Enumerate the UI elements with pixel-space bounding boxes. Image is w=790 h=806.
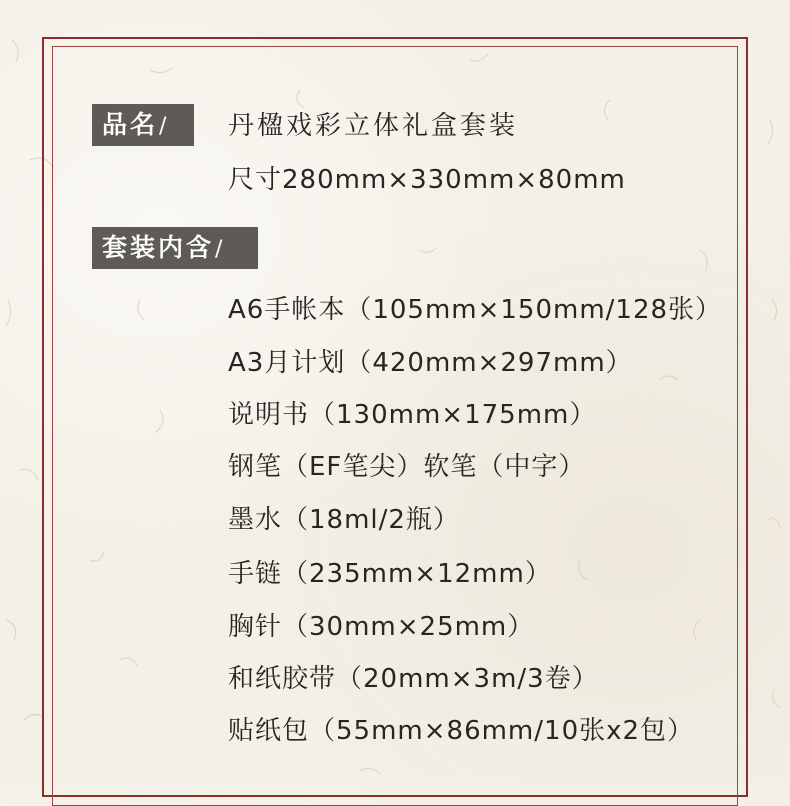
- contents-item: 胸针（30mm×25mm）: [228, 612, 535, 642]
- product-name: 丹楹戏彩立体礼盒套装: [228, 111, 519, 141]
- contents-item: 墨水（18ml/2瓶）: [228, 505, 460, 535]
- contents-item: 和纸胶带（20mm×3m/3卷）: [228, 664, 599, 694]
- contents-label-text: 套装内含: [102, 233, 215, 262]
- contents-item: A3月计划（420mm×297mm）: [228, 348, 633, 378]
- contents-label: [92, 227, 258, 269]
- contents-label-slash: /: [215, 237, 226, 262]
- contents-item: A6手帐本（105mm×150mm/128张）: [228, 295, 723, 325]
- contents-item: 贴纸包（55mm×86mm/10张x2包）: [228, 716, 695, 746]
- product-label-text: 品名: [102, 110, 159, 139]
- product-label-slash: /: [159, 114, 170, 139]
- contents-item: 说明书（130mm×175mm）: [228, 400, 597, 430]
- product-label: [92, 104, 194, 146]
- contents-item: 钢笔（EF笔尖）软笔（中字）: [228, 452, 586, 482]
- contents-item: 手链（235mm×12mm）: [228, 559, 552, 589]
- product-size: 尺寸280mm×330mm×80mm: [228, 165, 626, 195]
